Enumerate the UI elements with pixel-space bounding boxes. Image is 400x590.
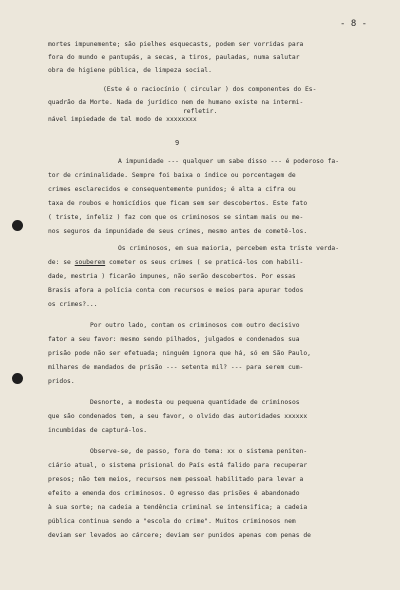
page-number: - 8 - — [340, 19, 368, 29]
note-insertion: refletir. — [183, 108, 218, 115]
text-line: dade, mestria ) ficarão impunes, não serão descobertos. Por essas — [48, 273, 296, 280]
text-line: obra de higiene pública, de limpeza social. — [48, 67, 212, 74]
text-line: efeito a emenda dos criminosos. O egresso das prisões é abandonado — [48, 490, 300, 497]
text-fragment: cometer os seus crimes ( se praticá-los com habili- — [105, 259, 304, 266]
text-line: pridos. — [48, 378, 75, 385]
section-number: 9 — [175, 139, 180, 147]
note-line: nável impiedade de tal modo de xxxxxxxx — [48, 116, 197, 123]
text-line: prisão pode não ser efetuada; ninguém ignora que há, só em São Paulo, — [48, 350, 311, 357]
text-fragment: de: se — [48, 259, 75, 266]
text-line: que são condenados tem, a seu favor, o olvido das autoridades xxxxxx — [48, 413, 308, 420]
text-line: A impunidade --- qualquer um sabe disso --- é poderoso fa- — [118, 158, 340, 165]
text-line: Observe-se, de passo, fora do tema: xx o sistema peniten- — [90, 448, 308, 455]
text-line: presos; não tem meios, recursos nem pessoal habilitado para levar a — [48, 476, 304, 483]
text-line: ciário atual, o sistema prisional do País está falido para recuperar — [48, 462, 308, 469]
text-line: milhares de mandados de prisão --- setenta mil? --- para serem cum- — [48, 364, 304, 371]
text-line: deviam ser levados ao cárcere; deviam ser punidos apenas com penas de — [48, 532, 311, 539]
text-line: fator a seu favor: mesmo sendo pilhados, julgados e condenados sua — [48, 336, 300, 343]
text-line: pública continua sendo a "escola do crime". Muitos criminosos nem — [48, 518, 296, 525]
note-line: (Este é o raciocínio ( circular ) dos componentes do Es- — [103, 86, 317, 93]
note-line: quadrão da Morte. Nada de jurídico nem de humano existe na intermi- — [48, 99, 304, 106]
text-line: incumbidas de capturá-los. — [48, 427, 148, 434]
text-line: Os criminosos, em sua maioria, percebem esta triste verda- — [118, 245, 340, 252]
text-line: Brasis afora a polícia conta com recursos e meios para apurar todos — [48, 287, 304, 294]
text-line: nos seguros da impunidade de seus crimes, mesmo antes de cometê-los. — [48, 228, 308, 235]
text-line: crimes esclarecidos e consequentemente punidos; é alta a cifra ou — [48, 186, 296, 193]
binder-hole — [12, 373, 23, 384]
text-line: Desnorte, a modesta ou pequena quantidade de criminosos — [90, 399, 300, 406]
text-line: Por outro lado, contam os criminosos com outro decisivo — [90, 322, 300, 329]
underlined-word: souberem — [74, 259, 106, 266]
text-line: taxa de roubos e homicídios que ficam sem ser descobertos. Este fato — [48, 200, 308, 207]
text-line: fora do mundo e pantupás, a secas, a tiros, pauladas, numa salutar — [48, 54, 300, 61]
text-line: os crimes?... — [48, 301, 98, 308]
text-line: à sua sorte; na cadeia a tendência criminal se intensifica; a cadeia — [48, 504, 308, 511]
text-line: tor de criminalidade. Sempre foi baixa o índice ou porcentagem de — [48, 172, 296, 179]
text-line: mortes impunemente; são pielhes esquecasts, podem ser vorridas para — [48, 41, 304, 48]
binder-hole — [12, 220, 23, 231]
text-line: ( triste, infeliz ) faz com que os criminosos se sintam mais ou me- — [48, 214, 304, 221]
text-line — [48, 259, 303, 266]
